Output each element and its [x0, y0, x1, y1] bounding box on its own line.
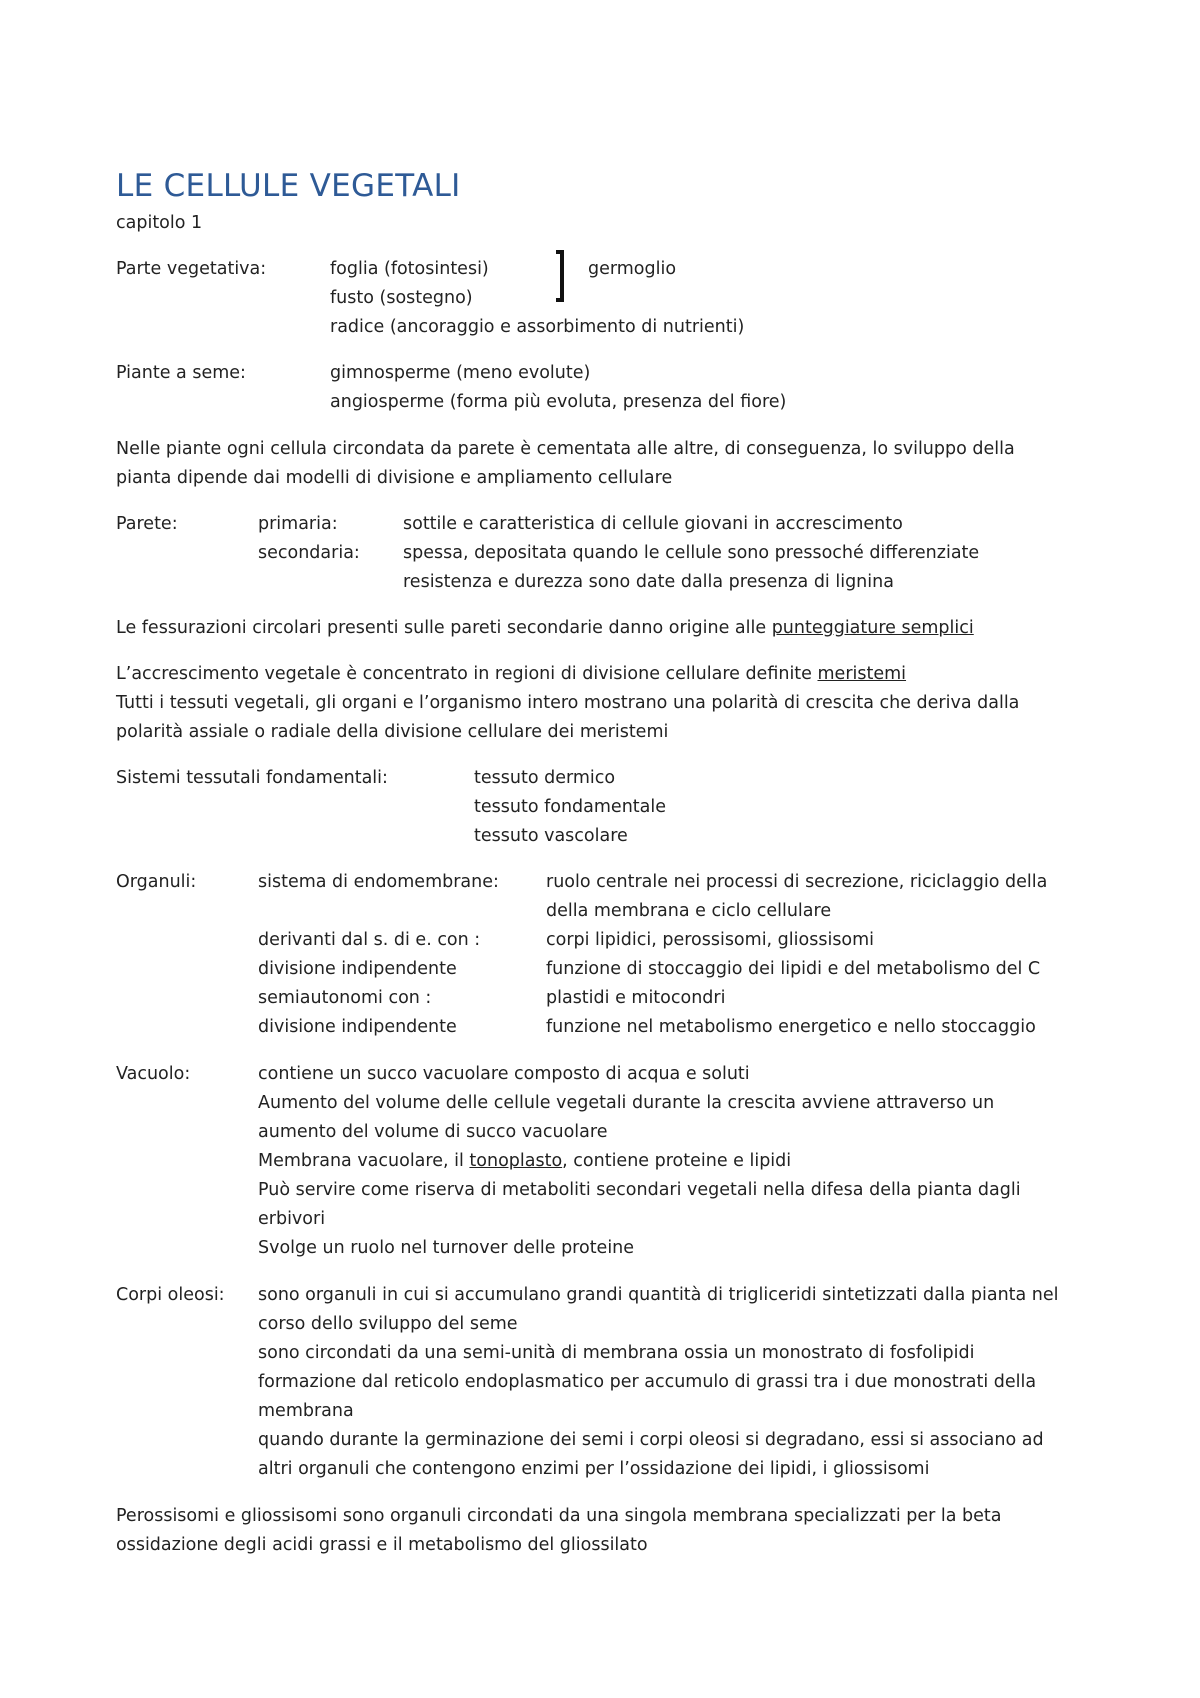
- paragraph-line: Perossisomi e gliossisomi sono organuli circondati da una singola membrana specializzati per la beta: [116, 1506, 1002, 1526]
- parete-label: Parete:: [116, 514, 178, 534]
- subtitle: capitolo 1: [116, 213, 203, 233]
- fessurazioni-term: punteggiature semplici: [771, 618, 974, 638]
- parte-item: radice (ancoraggio e assorbimento di nutrienti): [330, 317, 745, 337]
- paragraph-line: polarità assiale o radiale della divisione cellulare dei meristemi: [116, 722, 669, 742]
- fessurazioni-text: Le fessurazioni circolari presenti sulle pareti secondarie danno origine alle: [116, 618, 772, 638]
- parte-label: Parte vegetativa:: [116, 259, 267, 279]
- parete-primaria-text: sottile e caratteristica di cellule giovani in accrescimento: [403, 514, 903, 534]
- organuli-right: funzione di stoccaggio dei lipidi e del metabolismo del C: [546, 959, 1041, 979]
- corpi-line: quando durante la germinazione dei semi i corpi oleosi si degradano, essi si associano ad: [258, 1430, 1044, 1450]
- vacuolo-membrana-pre: Membrana vacuolare, il: [258, 1151, 470, 1171]
- organuli-right: plastidi e mitocondri: [546, 988, 726, 1008]
- organuli-left: derivanti dal s. di e. con :: [258, 930, 481, 950]
- parete-secondaria-text: resistenza e durezza sono date dalla presenza di lignina: [403, 572, 894, 592]
- corpi-line: sono circondati da una semi-unità di membrana ossia un monostrato di fosfolipidi: [258, 1343, 975, 1363]
- piante-item: angiosperme (forma più evoluta, presenza del fiore): [330, 392, 787, 412]
- bracket: [556, 250, 564, 302]
- parete-primaria-label: primaria:: [258, 514, 338, 534]
- vacuolo-line: Può servire come riserva di metaboliti secondari vegetali nella difesa della pianta dagli: [258, 1180, 1021, 1200]
- page-title: LE CELLULE VEGETALI: [116, 168, 461, 204]
- corpi-line: formazione dal reticolo endoplasmatico per accumulo di grassi tra i due monostrati della: [258, 1372, 1037, 1392]
- organuli-right: ruolo centrale nei processi di secrezione, riciclaggio della: [546, 872, 1048, 892]
- piante-label: Piante a seme:: [116, 363, 246, 383]
- parte-item: foglia (fotosintesi): [330, 259, 489, 279]
- parete-secondaria-text: spessa, depositata quando le cellule sono pressoché differenziate: [403, 543, 980, 563]
- vacuolo-membrana-post: , contiene proteine e lipidi: [562, 1151, 792, 1171]
- organuli-right: funzione nel metabolismo energetico e nello stoccaggio: [546, 1017, 1036, 1037]
- parete-secondaria-label: secondaria:: [258, 543, 360, 563]
- accrescimento-text: L’accrescimento vegetale è concentrato in regioni di divisione cellulare definite: [116, 664, 818, 684]
- vacuolo-line: erbivori: [258, 1209, 326, 1229]
- corpi-label: Corpi oleosi:: [116, 1285, 225, 1305]
- vacuolo-line: Svolge un ruolo nel turnover delle proteine: [258, 1238, 635, 1258]
- organuli-right: corpi lipidici, perossisomi, gliossisomi: [546, 930, 875, 950]
- vacuolo-line: aumento del volume di succo vacuolare: [258, 1122, 608, 1142]
- sistemi-item: tessuto fondamentale: [474, 797, 666, 817]
- vacuolo-membrana-line: [258, 1150, 791, 1172]
- organuli-left: divisione indipendente: [258, 1017, 457, 1037]
- paragraph-line: Tutti i tessuti vegetali, gli organi e l’organismo intero mostrano una polarità di crescita che deriva dalla: [116, 693, 1020, 713]
- organuli-left: semiautonomi con :: [258, 988, 432, 1008]
- corpi-line: corso dello sviluppo del seme: [258, 1314, 518, 1334]
- piante-item: gimnosperme (meno evolute): [330, 363, 591, 383]
- paragraph-line: pianta dipende dai modelli di divisione e ampliamento cellulare: [116, 468, 673, 488]
- corpi-line: altri organuli che contengono enzimi per l’ossidazione dei lipidi, i gliossisomi: [258, 1459, 930, 1479]
- fessurazioni-line: [116, 617, 974, 639]
- paragraph-line: Nelle piante ogni cellula circondata da parete è cementata alle altre, di conseguenza, lo sviluppo della: [116, 439, 1015, 459]
- tonoplasto-term: tonoplasto: [469, 1151, 563, 1171]
- corpi-line: sono organuli in cui si accumulano grandi quantità di trigliceridi sintetizzati dalla pianta nel: [258, 1285, 1059, 1305]
- vacuolo-label: Vacuolo:: [116, 1064, 191, 1084]
- vacuolo-line: contiene un succo vacuolare composto di acqua e soluti: [258, 1064, 750, 1084]
- accrescimento-term: meristemi: [817, 664, 907, 684]
- sistemi-item: tessuto vascolare: [474, 826, 628, 846]
- vacuolo-line: Aumento del volume delle cellule vegetali durante la crescita avviene attraverso un: [258, 1093, 995, 1113]
- corpi-line: membrana: [258, 1401, 354, 1421]
- sistemi-item: tessuto dermico: [474, 768, 616, 788]
- paragraph-line: ossidazione degli acidi grassi e il metabolismo del gliossilato: [116, 1535, 648, 1555]
- organuli-right: della membrana e ciclo cellulare: [546, 901, 832, 921]
- organuli-left: divisione indipendente: [258, 959, 457, 979]
- organuli-left: sistema di endomembrane:: [258, 872, 499, 892]
- parte-item: fusto (sostegno): [330, 288, 473, 308]
- accrescimento-line: [116, 663, 906, 685]
- parte-group: germoglio: [588, 259, 677, 279]
- organuli-label: Organuli:: [116, 872, 197, 892]
- sistemi-label: Sistemi tessutali fondamentali:: [116, 768, 388, 788]
